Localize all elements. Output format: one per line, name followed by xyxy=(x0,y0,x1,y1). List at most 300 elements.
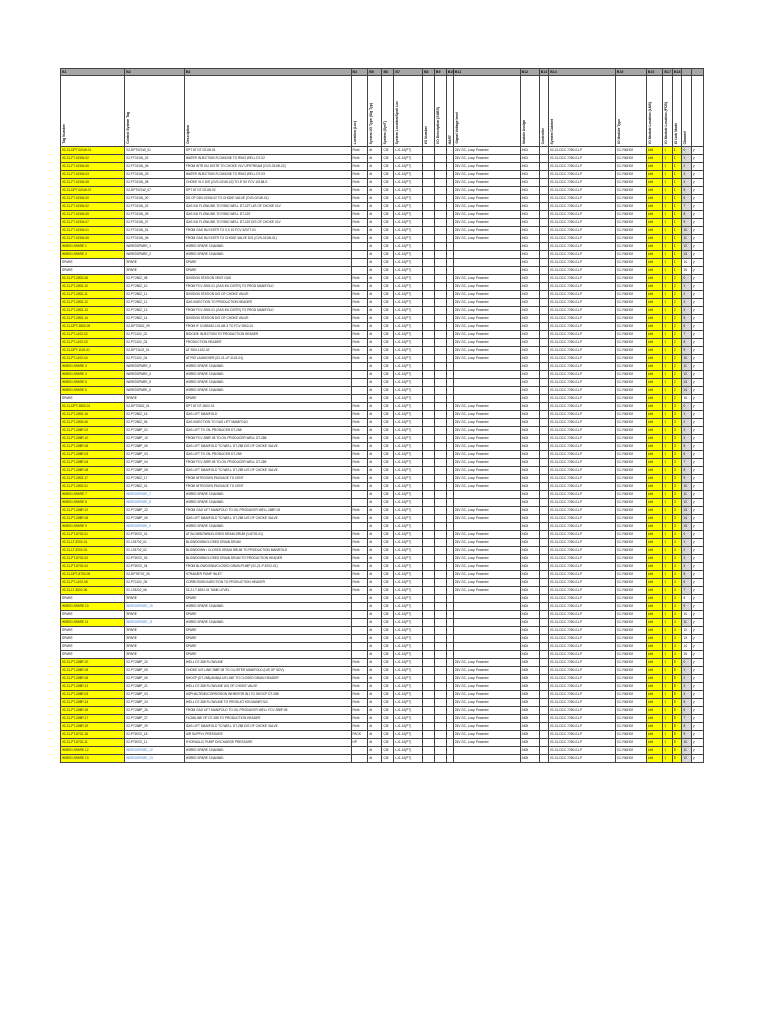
table-cell[interactable] xyxy=(422,571,434,579)
table-cell[interactable]: FROM GAS LIFT MANIFOLD TO OIL PRODUCER WELL 288P-03 xyxy=(184,507,351,515)
table-cell[interactable]: CIE xyxy=(382,251,394,259)
table-cell[interactable]: CC-PAIH02 xyxy=(615,475,646,483)
table-cell[interactable]: AI04 xyxy=(520,595,539,603)
table-cell[interactable]: CC-PAIH02 xyxy=(615,747,646,755)
table-cell[interactable]: AI01 xyxy=(520,179,539,187)
table-cell[interactable] xyxy=(422,531,434,539)
table-cell[interactable]: CIE xyxy=(382,211,394,219)
table-cell[interactable]: CIE xyxy=(382,579,394,587)
table-cell[interactable]: GAS INJECTION TO PRODUCTION HEADER xyxy=(184,299,351,307)
table-cell[interactable]: CC-PAIH02 xyxy=(615,651,646,659)
table-cell[interactable]: LJ1-10(PT) xyxy=(394,315,423,323)
table-cell[interactable]: BLOWDOWN/CLOSED DRAIN DRUM xyxy=(184,539,351,547)
table-cell[interactable]: 9 xyxy=(682,219,692,227)
table-cell[interactable]: CIE xyxy=(382,731,394,739)
table-cell[interactable]: 02-21-PT-288P-06 xyxy=(61,515,125,523)
table-cell[interactable] xyxy=(446,331,453,339)
table-cell[interactable]: CIE xyxy=(382,499,394,507)
table-cell[interactable]: CIE xyxy=(382,291,394,299)
table-cell[interactable]: 24V DC, Loop Powered xyxy=(453,539,520,547)
table-cell[interactable] xyxy=(422,339,434,347)
table-row[interactable] xyxy=(61,547,704,555)
table-cell[interactable] xyxy=(446,211,453,219)
table-cell[interactable]: 1 xyxy=(663,331,673,339)
table-cell[interactable] xyxy=(446,323,453,331)
table-cell[interactable]: 1 xyxy=(663,667,673,675)
table-cell[interactable]: 1 xyxy=(663,403,673,411)
table-cell[interactable]: y xyxy=(691,291,703,299)
table-cell[interactable]: y xyxy=(691,739,703,747)
table-cell[interactable] xyxy=(434,579,446,587)
table-cell[interactable]: 3 xyxy=(672,499,682,507)
table-cell[interactable]: 1 xyxy=(663,491,673,499)
table-cell[interactable]: CIE xyxy=(382,659,394,667)
table-cell[interactable]: AI xyxy=(368,595,382,603)
table-cell[interactable]: SPARE xyxy=(184,643,351,651)
table-cell[interactable]: CC-PAIH02 xyxy=(615,259,646,267)
table-cell[interactable]: 02-21-DCC-7250-01-P xyxy=(549,187,616,195)
table-row[interactable] xyxy=(61,403,704,411)
table-cell[interactable]: 11 xyxy=(682,235,692,243)
table-cell[interactable]: AI xyxy=(368,275,382,283)
table-cell[interactable]: 1 xyxy=(663,675,673,683)
table-cell[interactable]: LJ1-10(PT) xyxy=(394,419,423,427)
table-cell[interactable] xyxy=(434,707,446,715)
table-cell[interactable]: LJ1-10(PT) xyxy=(394,307,423,315)
table-cell[interactable]: AI01 xyxy=(520,251,539,259)
table-cell[interactable]: 02-PT2802_01 xyxy=(125,483,185,491)
table-cell[interactable]: 02-21-PT-288P-27 xyxy=(61,715,125,723)
table-cell[interactable]: 5 xyxy=(682,571,692,579)
table-cell[interactable]: AI05 xyxy=(520,731,539,739)
table-cell[interactable]: WIRED SPARE CHANNEL xyxy=(184,523,351,531)
table-cell[interactable] xyxy=(351,523,368,531)
table-cell[interactable]: LJ1-10(PT) xyxy=(394,611,423,619)
table-cell[interactable]: LJ1-10(PT) xyxy=(394,243,423,251)
table-cell[interactable]: Left xyxy=(646,339,663,347)
table-cell[interactable]: Left xyxy=(646,611,663,619)
table-cell[interactable] xyxy=(434,619,446,627)
table-cell[interactable]: 1 xyxy=(672,219,682,227)
table-cell[interactable]: 1 xyxy=(663,731,673,739)
table-cell[interactable] xyxy=(453,243,520,251)
table-cell[interactable]: CIE xyxy=(382,635,394,643)
table-row[interactable] xyxy=(61,683,704,691)
table-cell[interactable] xyxy=(434,467,446,475)
table-cell[interactable]: AI xyxy=(368,187,382,195)
table-cell[interactable]: 02-21-DCC-7250-01-P xyxy=(549,531,616,539)
table-cell[interactable] xyxy=(422,411,434,419)
table-cell[interactable] xyxy=(434,643,446,651)
table-cell[interactable]: CIE xyxy=(382,283,394,291)
table-cell[interactable]: 02-21-FT-021W-02 xyxy=(61,155,125,163)
table-row[interactable] xyxy=(61,203,704,211)
table-row[interactable] xyxy=(61,587,704,595)
table-cell[interactable] xyxy=(453,259,520,267)
table-cell[interactable]: 02-21-DCC-7250-01-P xyxy=(549,715,616,723)
table-cell[interactable]: Left xyxy=(646,267,663,275)
table-cell[interactable]: SPARE xyxy=(61,595,125,603)
table-cell[interactable] xyxy=(422,227,434,235)
table-cell[interactable]: 11 xyxy=(682,747,692,755)
table-cell[interactable]: CIE xyxy=(382,667,394,675)
table-cell[interactable]: SPARE xyxy=(125,267,185,275)
table-cell[interactable]: AI02 xyxy=(520,307,539,315)
table-cell[interactable]: y xyxy=(691,643,703,651)
table-cell[interactable]: 02-LT8702_01 xyxy=(125,539,185,547)
table-cell[interactable]: 1 xyxy=(663,459,673,467)
table-cell[interactable]: LJ1-10(PT) xyxy=(394,731,423,739)
table-cell[interactable] xyxy=(539,659,549,667)
table-cell[interactable]: 4 xyxy=(682,563,692,571)
table-cell[interactable] xyxy=(446,667,453,675)
table-cell[interactable]: 1 xyxy=(672,179,682,187)
table-cell[interactable]: LJ1-10(PT) xyxy=(394,475,423,483)
table-cell[interactable]: 1 xyxy=(663,715,673,723)
table-cell[interactable]: y xyxy=(691,675,703,683)
table-cell[interactable]: Field xyxy=(351,443,368,451)
table-cell[interactable] xyxy=(539,259,549,267)
table-cell[interactable] xyxy=(446,491,453,499)
table-cell[interactable]: 24V DC, Loop Powered xyxy=(453,507,520,515)
table-cell[interactable] xyxy=(434,419,446,427)
table-cell[interactable]: CIE xyxy=(382,339,394,347)
table-cell[interactable]: 1 xyxy=(672,211,682,219)
table-cell[interactable]: Left xyxy=(646,291,663,299)
table-cell[interactable] xyxy=(539,323,549,331)
table-cell[interactable]: Left xyxy=(646,307,663,315)
table-cell[interactable]: WIREDSPARE_2 xyxy=(125,251,185,259)
table-row[interactable] xyxy=(61,603,704,611)
table-cell[interactable]: CC-PAIH02 xyxy=(615,315,646,323)
table-cell[interactable]: LJ1-10(PT) xyxy=(394,259,423,267)
table-cell[interactable]: 02-PT288P_24 xyxy=(125,699,185,707)
table-row[interactable] xyxy=(61,643,704,651)
table-cell[interactable] xyxy=(422,323,434,331)
table-cell[interactable]: 2 xyxy=(682,547,692,555)
table-cell[interactable]: 02-DPT8702_05 xyxy=(125,571,185,579)
table-cell[interactable]: WIRED SPARE 8 xyxy=(61,499,125,507)
table-cell[interactable]: 1 xyxy=(672,155,682,163)
table-cell[interactable]: y xyxy=(691,203,703,211)
table-cell[interactable]: CC-PAIH02 xyxy=(615,491,646,499)
table-cell[interactable]: 02-LT8702_02 xyxy=(125,547,185,555)
table-cell[interactable] xyxy=(434,211,446,219)
table-cell[interactable]: AI02 xyxy=(520,363,539,371)
table-row[interactable] xyxy=(61,291,704,299)
table-cell[interactable]: 02-21-DCC-7250-01-P xyxy=(549,411,616,419)
table-cell[interactable] xyxy=(422,675,434,683)
table-cell[interactable]: FROM FCV 2802-01 (GAS INJ DISTR) TO PROD MANIFOLD xyxy=(184,307,351,315)
table-cell[interactable]: Left xyxy=(646,371,663,379)
table-cell[interactable]: 02-FT021W_05 xyxy=(125,211,185,219)
table-cell[interactable]: BLOWDOWN / CLOSED DRAIN DRUM TO PRODUCTION MANIFOLD xyxy=(184,547,351,555)
table-cell[interactable]: AI03 xyxy=(520,419,539,427)
field-header-cell[interactable] xyxy=(539,76,549,147)
column-letter-cell[interactable]: B16 xyxy=(646,69,663,76)
table-cell[interactable]: AI xyxy=(368,219,382,227)
table-cell[interactable]: GAS LIFT MANIFOLD TO WELL DT-288 U/S OF CHOKE VALVE xyxy=(184,515,351,523)
table-cell[interactable]: Left xyxy=(646,467,663,475)
table-cell[interactable]: Left xyxy=(646,579,663,587)
table-cell[interactable]: SPARE xyxy=(125,259,185,267)
table-cell[interactable]: WIREDSPARE_11 xyxy=(125,619,185,627)
table-cell[interactable]: 5 xyxy=(672,723,682,731)
table-cell[interactable]: AI xyxy=(368,411,382,419)
table-cell[interactable]: y xyxy=(691,619,703,627)
table-cell[interactable]: Left xyxy=(646,283,663,291)
table-cell[interactable]: 1 xyxy=(663,547,673,555)
table-cell[interactable]: Left xyxy=(646,475,663,483)
table-cell[interactable]: LJ1-10(PT) xyxy=(394,171,423,179)
table-cell[interactable]: y xyxy=(691,395,703,403)
table-cell[interactable]: SPARE xyxy=(125,635,185,643)
table-cell[interactable]: 0 xyxy=(682,531,692,539)
table-cell[interactable]: 1 xyxy=(663,691,673,699)
table-cell[interactable]: 02-PT288P_21 xyxy=(125,683,185,691)
table-cell[interactable]: AI04 xyxy=(520,555,539,563)
table-cell[interactable]: 7 xyxy=(682,459,692,467)
table-cell[interactable]: 02-21-PT-288P-29 xyxy=(61,723,125,731)
table-cell[interactable]: CC-PAIH02 xyxy=(615,723,646,731)
table-cell[interactable]: 24V DC, Loop Powered xyxy=(453,699,520,707)
table-row[interactable] xyxy=(61,387,704,395)
table-row[interactable] xyxy=(61,315,704,323)
table-cell[interactable]: 1 xyxy=(682,539,692,547)
table-cell[interactable]: 24V DC, Loop Powered xyxy=(453,659,520,667)
table-cell[interactable]: AI04 xyxy=(520,587,539,595)
table-cell[interactable]: 4 xyxy=(672,611,682,619)
table-cell[interactable]: AI02 xyxy=(520,323,539,331)
table-cell[interactable]: AI05 xyxy=(520,699,539,707)
table-cell[interactable]: 02-21-DCC-7250-01-P xyxy=(549,443,616,451)
column-letter-cell[interactable]: B9 xyxy=(434,69,446,76)
table-cell[interactable]: 24V DC, Loop Powered xyxy=(453,283,520,291)
table-cell[interactable]: STRAINER PUMP INLET xyxy=(184,571,351,579)
table-cell[interactable]: CIE xyxy=(382,275,394,283)
table-row[interactable] xyxy=(61,507,704,515)
table-cell[interactable]: AI xyxy=(368,755,382,763)
table-cell[interactable]: y xyxy=(691,171,703,179)
table-cell[interactable] xyxy=(453,379,520,387)
table-cell[interactable]: 1 xyxy=(663,315,673,323)
table-cell[interactable]: AIR SUPPLY PRESSURE xyxy=(184,731,351,739)
table-cell[interactable]: Left xyxy=(646,739,663,747)
table-cell[interactable] xyxy=(422,155,434,163)
table-cell[interactable]: 02-21-FT-021W-07 xyxy=(61,219,125,227)
table-cell[interactable]: 02-21-DCC-7250-01-P xyxy=(549,667,616,675)
table-cell[interactable]: 02-PT288P_03 xyxy=(125,451,185,459)
table-cell[interactable]: 02-21-DCC-7250-01-P xyxy=(549,539,616,547)
table-cell[interactable]: AI01 xyxy=(520,235,539,243)
table-cell[interactable]: 5 xyxy=(672,731,682,739)
table-cell[interactable] xyxy=(453,371,520,379)
table-cell[interactable]: 1 xyxy=(672,235,682,243)
table-cell[interactable]: CIE xyxy=(382,451,394,459)
table-cell[interactable] xyxy=(453,491,520,499)
table-cell[interactable] xyxy=(434,651,446,659)
table-cell[interactable]: y xyxy=(691,187,703,195)
table-cell[interactable] xyxy=(539,555,549,563)
table-cell[interactable]: CC-PAIH02 xyxy=(615,643,646,651)
table-cell[interactable] xyxy=(434,595,446,603)
table-cell[interactable]: CHOKE VLV D/S (CVS-021W-02) TO IF 6X FCV 10158-S xyxy=(184,179,351,187)
table-cell[interactable]: AI02 xyxy=(520,291,539,299)
table-cell[interactable] xyxy=(446,723,453,731)
table-cell[interactable]: y xyxy=(691,651,703,659)
table-cell[interactable]: 1 xyxy=(663,739,673,747)
table-row[interactable] xyxy=(61,755,704,763)
table-cell[interactable]: Left xyxy=(646,435,663,443)
table-cell[interactable]: LJ1-10(PT) xyxy=(394,411,423,419)
table-cell[interactable] xyxy=(539,195,549,203)
table-cell[interactable]: LJ1-10(PT) xyxy=(394,427,423,435)
table-cell[interactable]: CIE xyxy=(382,467,394,475)
table-cell[interactable]: 5 xyxy=(672,699,682,707)
field-header-cell[interactable] xyxy=(615,76,646,147)
table-cell[interactable]: 15 xyxy=(682,523,692,531)
table-cell[interactable]: y xyxy=(691,163,703,171)
table-cell[interactable]: SHOCP (DT-288) ANNULUS LINE TO CLOSED DRAIN HEADER xyxy=(184,675,351,683)
table-cell[interactable] xyxy=(422,539,434,547)
table-cell[interactable]: CC-PAIH02 xyxy=(615,227,646,235)
table-cell[interactable] xyxy=(539,187,549,195)
table-cell[interactable]: Left xyxy=(646,211,663,219)
table-cell[interactable] xyxy=(539,707,549,715)
table-cell[interactable]: CIE xyxy=(382,371,394,379)
table-cell[interactable] xyxy=(434,531,446,539)
table-cell[interactable]: 02-21-DCC-7250-01-P xyxy=(549,595,616,603)
table-cell[interactable]: 14 xyxy=(682,387,692,395)
table-cell[interactable]: 02-FT021W_02 xyxy=(125,155,185,163)
table-cell[interactable]: 02-21-DCC-7250-01-P xyxy=(549,523,616,531)
table-cell[interactable]: AI04 xyxy=(520,627,539,635)
table-cell[interactable]: LJ1-10(PT) xyxy=(394,179,423,187)
table-cell[interactable]: AI01 xyxy=(520,211,539,219)
table-cell[interactable]: Left xyxy=(646,531,663,539)
table-cell[interactable]: y xyxy=(691,523,703,531)
table-cell[interactable]: 02-PT288P_03 xyxy=(125,691,185,699)
table-cell[interactable]: Left xyxy=(646,419,663,427)
table-cell[interactable] xyxy=(453,619,520,627)
table-cell[interactable]: AI xyxy=(368,243,382,251)
table-cell[interactable]: 1 xyxy=(663,235,673,243)
table-cell[interactable]: 24V DC, Loop Powered xyxy=(453,315,520,323)
table-cell[interactable]: 02-PT8702_03 xyxy=(125,555,185,563)
table-cell[interactable]: CIE xyxy=(382,691,394,699)
table-cell[interactable]: 02-21-DCC-7250-01-P xyxy=(549,227,616,235)
table-cell[interactable]: 1 xyxy=(663,275,673,283)
table-cell[interactable]: 02-21-DCC-7250-01-P xyxy=(549,651,616,659)
table-cell[interactable] xyxy=(539,227,549,235)
table-cell[interactable]: CIE xyxy=(382,723,394,731)
table-cell[interactable]: 02-21-PT-2802-17 xyxy=(61,475,125,483)
table-cell[interactable]: 02-21-DCC-7250-01-P xyxy=(549,555,616,563)
table-cell[interactable]: CIE xyxy=(382,243,394,251)
table-cell[interactable] xyxy=(539,611,549,619)
table-cell[interactable]: AI xyxy=(368,691,382,699)
table-cell[interactable] xyxy=(539,459,549,467)
table-cell[interactable] xyxy=(446,371,453,379)
table-cell[interactable] xyxy=(422,307,434,315)
table-cell[interactable]: Left xyxy=(646,643,663,651)
table-cell[interactable]: 02-21-DCC-7250-01-P xyxy=(549,635,616,643)
table-cell[interactable] xyxy=(446,635,453,643)
table-cell[interactable] xyxy=(453,251,520,259)
table-cell[interactable]: CC-PAIH02 xyxy=(615,443,646,451)
table-cell[interactable]: AI xyxy=(368,667,382,675)
table-cell[interactable]: 24V DC, Loop Powered xyxy=(453,587,520,595)
table-row[interactable] xyxy=(61,491,704,499)
table-cell[interactable]: 02-PT288P_02 xyxy=(125,427,185,435)
table-cell[interactable] xyxy=(434,403,446,411)
table-cell[interactable]: CC-PAIH02 xyxy=(615,203,646,211)
table-cell[interactable]: Left xyxy=(646,563,663,571)
table-cell[interactable] xyxy=(446,595,453,603)
table-cell[interactable]: CC-PAIH02 xyxy=(615,659,646,667)
table-cell[interactable]: 02-21-DCC-7250-01-P xyxy=(549,251,616,259)
table-cell[interactable]: 1 xyxy=(663,187,673,195)
table-cell[interactable]: CIE xyxy=(382,203,394,211)
table-cell[interactable]: 24V DC, Loop Powered xyxy=(453,347,520,355)
table-cell[interactable]: 1 xyxy=(672,203,682,211)
table-cell[interactable]: 1 xyxy=(672,243,682,251)
table-cell[interactable]: CC-PAIH02 xyxy=(615,299,646,307)
table-cell[interactable]: CC-PAIH02 xyxy=(615,243,646,251)
table-cell[interactable] xyxy=(434,499,446,507)
table-cell[interactable]: Field xyxy=(351,531,368,539)
table-cell[interactable]: CC-PAIH02 xyxy=(615,331,646,339)
table-cell[interactable]: 24V DC, Loop Powered xyxy=(453,195,520,203)
column-letter-cell[interactable]: B1 xyxy=(61,69,125,76)
table-cell[interactable]: CIE xyxy=(382,475,394,483)
table-cell[interactable]: y xyxy=(691,275,703,283)
table-cell[interactable]: AI01 xyxy=(520,195,539,203)
table-cell[interactable]: Field xyxy=(351,355,368,363)
table-cell[interactable] xyxy=(434,587,446,595)
column-letter-cell[interactable]: B7 xyxy=(394,69,423,76)
table-cell[interactable]: Field xyxy=(351,219,368,227)
table-cell[interactable]: CIE xyxy=(382,307,394,315)
table-cell[interactable]: LJ1-10(PT) xyxy=(394,355,423,363)
table-cell[interactable]: AI04 xyxy=(520,619,539,627)
table-cell[interactable] xyxy=(446,707,453,715)
table-cell[interactable]: 4 xyxy=(682,307,692,315)
table-cell[interactable]: Left xyxy=(646,227,663,235)
table-cell[interactable]: 1 xyxy=(663,155,673,163)
table-cell[interactable] xyxy=(446,683,453,691)
table-cell[interactable]: CIE xyxy=(382,555,394,563)
table-cell[interactable]: 3 xyxy=(682,171,692,179)
table-cell[interactable]: 1 xyxy=(663,147,673,155)
table-cell[interactable] xyxy=(422,643,434,651)
table-cell[interactable]: Field xyxy=(351,211,368,219)
table-row[interactable] xyxy=(61,435,704,443)
table-cell[interactable]: CIE xyxy=(382,323,394,331)
table-cell[interactable]: 24V DC, Loop Powered xyxy=(453,683,520,691)
table-cell[interactable] xyxy=(539,523,549,531)
table-cell[interactable]: y xyxy=(691,699,703,707)
table-cell[interactable]: AI03 xyxy=(520,499,539,507)
table-cell[interactable] xyxy=(539,587,549,595)
table-cell[interactable]: 02-21-DCC-7250-01-P xyxy=(549,395,616,403)
table-cell[interactable]: 1 xyxy=(663,307,673,315)
table-cell[interactable]: y xyxy=(691,475,703,483)
table-cell[interactable] xyxy=(446,259,453,267)
table-cell[interactable]: 02-21-DCC-7250-01-P xyxy=(549,155,616,163)
table-cell[interactable]: 4 xyxy=(672,571,682,579)
table-cell[interactable]: Field xyxy=(351,403,368,411)
